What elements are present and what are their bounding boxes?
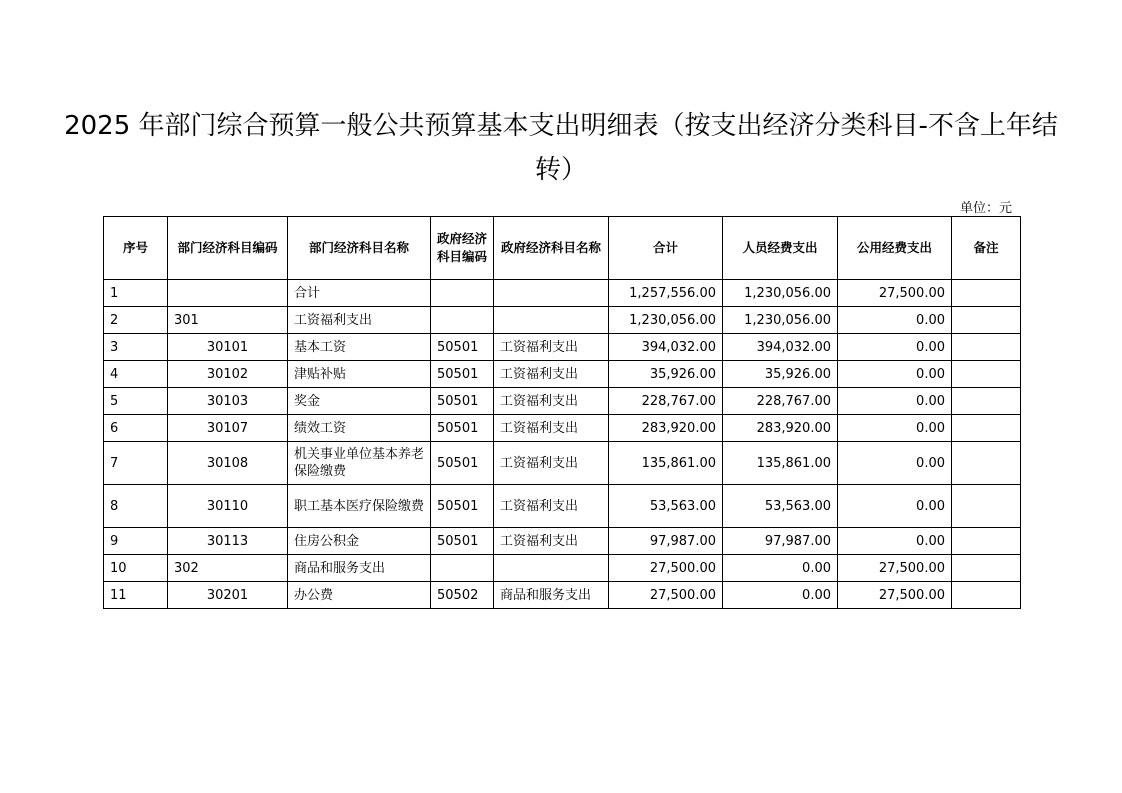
cell-gov-code: 50501 <box>431 361 494 388</box>
cell-public: 0.00 <box>838 307 952 334</box>
cell-personnel: 228,767.00 <box>723 388 838 415</box>
cell-dept-code: 30201 <box>168 582 288 609</box>
cell-dept-code: 30110 <box>168 485 288 528</box>
cell-seq: 2 <box>104 307 168 334</box>
header-gov-name: 政府经济科目名称 <box>494 217 609 280</box>
cell-seq: 7 <box>104 442 168 485</box>
cell-remark <box>952 485 1021 528</box>
cell-dept-name: 奖金 <box>288 388 431 415</box>
cell-gov-code <box>431 555 494 582</box>
cell-total: 228,767.00 <box>609 388 723 415</box>
header-dept-code: 部门经济科目编码 <box>168 217 288 280</box>
cell-dept-name: 职工基本医疗保险缴费 <box>288 485 431 528</box>
cell-total: 27,500.00 <box>609 582 723 609</box>
cell-dept-code: 30102 <box>168 361 288 388</box>
cell-total: 97,987.00 <box>609 528 723 555</box>
cell-gov-code: 50501 <box>431 334 494 361</box>
cell-public: 27,500.00 <box>838 582 952 609</box>
table-row <box>104 334 1021 361</box>
cell-total: 27,500.00 <box>609 555 723 582</box>
table-row <box>104 415 1021 442</box>
cell-personnel: 97,987.00 <box>723 528 838 555</box>
cell-public: 27,500.00 <box>838 555 952 582</box>
cell-dept-code: 30103 <box>168 388 288 415</box>
table-row <box>104 528 1021 555</box>
header-personnel: 人员经费支出 <box>723 217 838 280</box>
cell-gov-name <box>494 280 609 307</box>
cell-total: 283,920.00 <box>609 415 723 442</box>
cell-gov-name: 工资福利支出 <box>494 361 609 388</box>
cell-dept-name: 绩效工资 <box>288 415 431 442</box>
cell-personnel: 53,563.00 <box>723 485 838 528</box>
cell-remark <box>952 582 1021 609</box>
cell-personnel: 0.00 <box>723 555 838 582</box>
cell-personnel: 35,926.00 <box>723 361 838 388</box>
unit-label: 单位：元 <box>959 201 1012 216</box>
header-total: 合计 <box>609 217 723 280</box>
cell-remark <box>952 307 1021 334</box>
cell-public: 0.00 <box>838 388 952 415</box>
cell-seq: 5 <box>104 388 168 415</box>
cell-seq: 1 <box>104 280 168 307</box>
cell-gov-name: 工资福利支出 <box>494 388 609 415</box>
cell-remark <box>952 388 1021 415</box>
cell-gov-code: 50501 <box>431 442 494 485</box>
page-title: 2025 年部门综合预算一般公共预算基本支出明细表（按支出经济分类科目-不含上年结转） <box>64 111 1058 185</box>
cell-total: 35,926.00 <box>609 361 723 388</box>
cell-seq: 9 <box>104 528 168 555</box>
header-dept-name: 部门经济科目名称 <box>288 217 431 280</box>
cell-remark <box>952 555 1021 582</box>
table-row <box>104 555 1021 582</box>
cell-dept-name: 工资福利支出 <box>288 307 431 334</box>
cell-public: 0.00 <box>838 415 952 442</box>
header-remark: 备注 <box>952 217 1021 280</box>
cell-gov-code: 50501 <box>431 415 494 442</box>
cell-dept-code <box>168 280 288 307</box>
cell-dept-code: 301 <box>168 307 288 334</box>
cell-seq: 6 <box>104 415 168 442</box>
table-row <box>104 307 1021 334</box>
cell-total: 53,563.00 <box>609 485 723 528</box>
header-seq: 序号 <box>104 217 168 280</box>
cell-public: 0.00 <box>838 442 952 485</box>
table-row <box>104 442 1021 485</box>
cell-gov-name: 工资福利支出 <box>494 485 609 528</box>
table-row <box>104 388 1021 415</box>
cell-total: 135,861.00 <box>609 442 723 485</box>
cell-remark <box>952 334 1021 361</box>
cell-public: 0.00 <box>838 528 952 555</box>
table-row <box>104 361 1021 388</box>
cell-remark <box>952 442 1021 485</box>
table-row <box>104 582 1021 609</box>
cell-gov-name: 商品和服务支出 <box>494 582 609 609</box>
cell-gov-code <box>431 280 494 307</box>
cell-personnel: 135,861.00 <box>723 442 838 485</box>
cell-public: 0.00 <box>838 485 952 528</box>
cell-dept-name: 住房公积金 <box>288 528 431 555</box>
cell-gov-name <box>494 307 609 334</box>
cell-total: 1,230,056.00 <box>609 307 723 334</box>
cell-dept-code: 30101 <box>168 334 288 361</box>
cell-gov-code: 50501 <box>431 485 494 528</box>
cell-personnel: 1,230,056.00 <box>723 280 838 307</box>
cell-seq: 10 <box>104 555 168 582</box>
cell-personnel: 394,032.00 <box>723 334 838 361</box>
cell-dept-code: 30107 <box>168 415 288 442</box>
cell-gov-code: 50501 <box>431 528 494 555</box>
cell-dept-name: 办公费 <box>288 582 431 609</box>
cell-total: 1,257,556.00 <box>609 280 723 307</box>
cell-gov-code: 50501 <box>431 388 494 415</box>
cell-dept-name: 机关事业单位基本养老保险缴费 <box>288 442 431 485</box>
cell-dept-name: 商品和服务支出 <box>288 555 431 582</box>
cell-gov-name <box>494 555 609 582</box>
cell-public: 27,500.00 <box>838 280 952 307</box>
cell-personnel: 0.00 <box>723 582 838 609</box>
cell-gov-name: 工资福利支出 <box>494 442 609 485</box>
cell-gov-name: 工资福利支出 <box>494 415 609 442</box>
cell-remark <box>952 280 1021 307</box>
cell-dept-name: 津贴补贴 <box>288 361 431 388</box>
cell-remark <box>952 361 1021 388</box>
cell-seq: 8 <box>104 485 168 528</box>
cell-remark <box>952 415 1021 442</box>
cell-gov-name: 工资福利支出 <box>494 528 609 555</box>
cell-public: 0.00 <box>838 334 952 361</box>
cell-gov-name: 工资福利支出 <box>494 334 609 361</box>
cell-dept-code: 30108 <box>168 442 288 485</box>
cell-seq: 4 <box>104 361 168 388</box>
cell-dept-name: 基本工资 <box>288 334 431 361</box>
expenditure-table <box>103 216 1021 609</box>
cell-remark <box>952 528 1021 555</box>
cell-public: 0.00 <box>838 361 952 388</box>
cell-seq: 3 <box>104 334 168 361</box>
cell-personnel: 283,920.00 <box>723 415 838 442</box>
cell-dept-name: 合计 <box>288 280 431 307</box>
cell-total: 394,032.00 <box>609 334 723 361</box>
cell-gov-code <box>431 307 494 334</box>
cell-gov-code: 50502 <box>431 582 494 609</box>
header-gov-code: 政府经济科目编码 <box>431 217 494 280</box>
table-header-row <box>104 217 1021 280</box>
header-public: 公用经费支出 <box>838 217 952 280</box>
cell-dept-code: 30113 <box>168 528 288 555</box>
cell-dept-code: 302 <box>168 555 288 582</box>
table-row <box>104 280 1021 307</box>
cell-seq: 11 <box>104 582 168 609</box>
table-row <box>104 485 1021 528</box>
cell-personnel: 1,230,056.00 <box>723 307 838 334</box>
